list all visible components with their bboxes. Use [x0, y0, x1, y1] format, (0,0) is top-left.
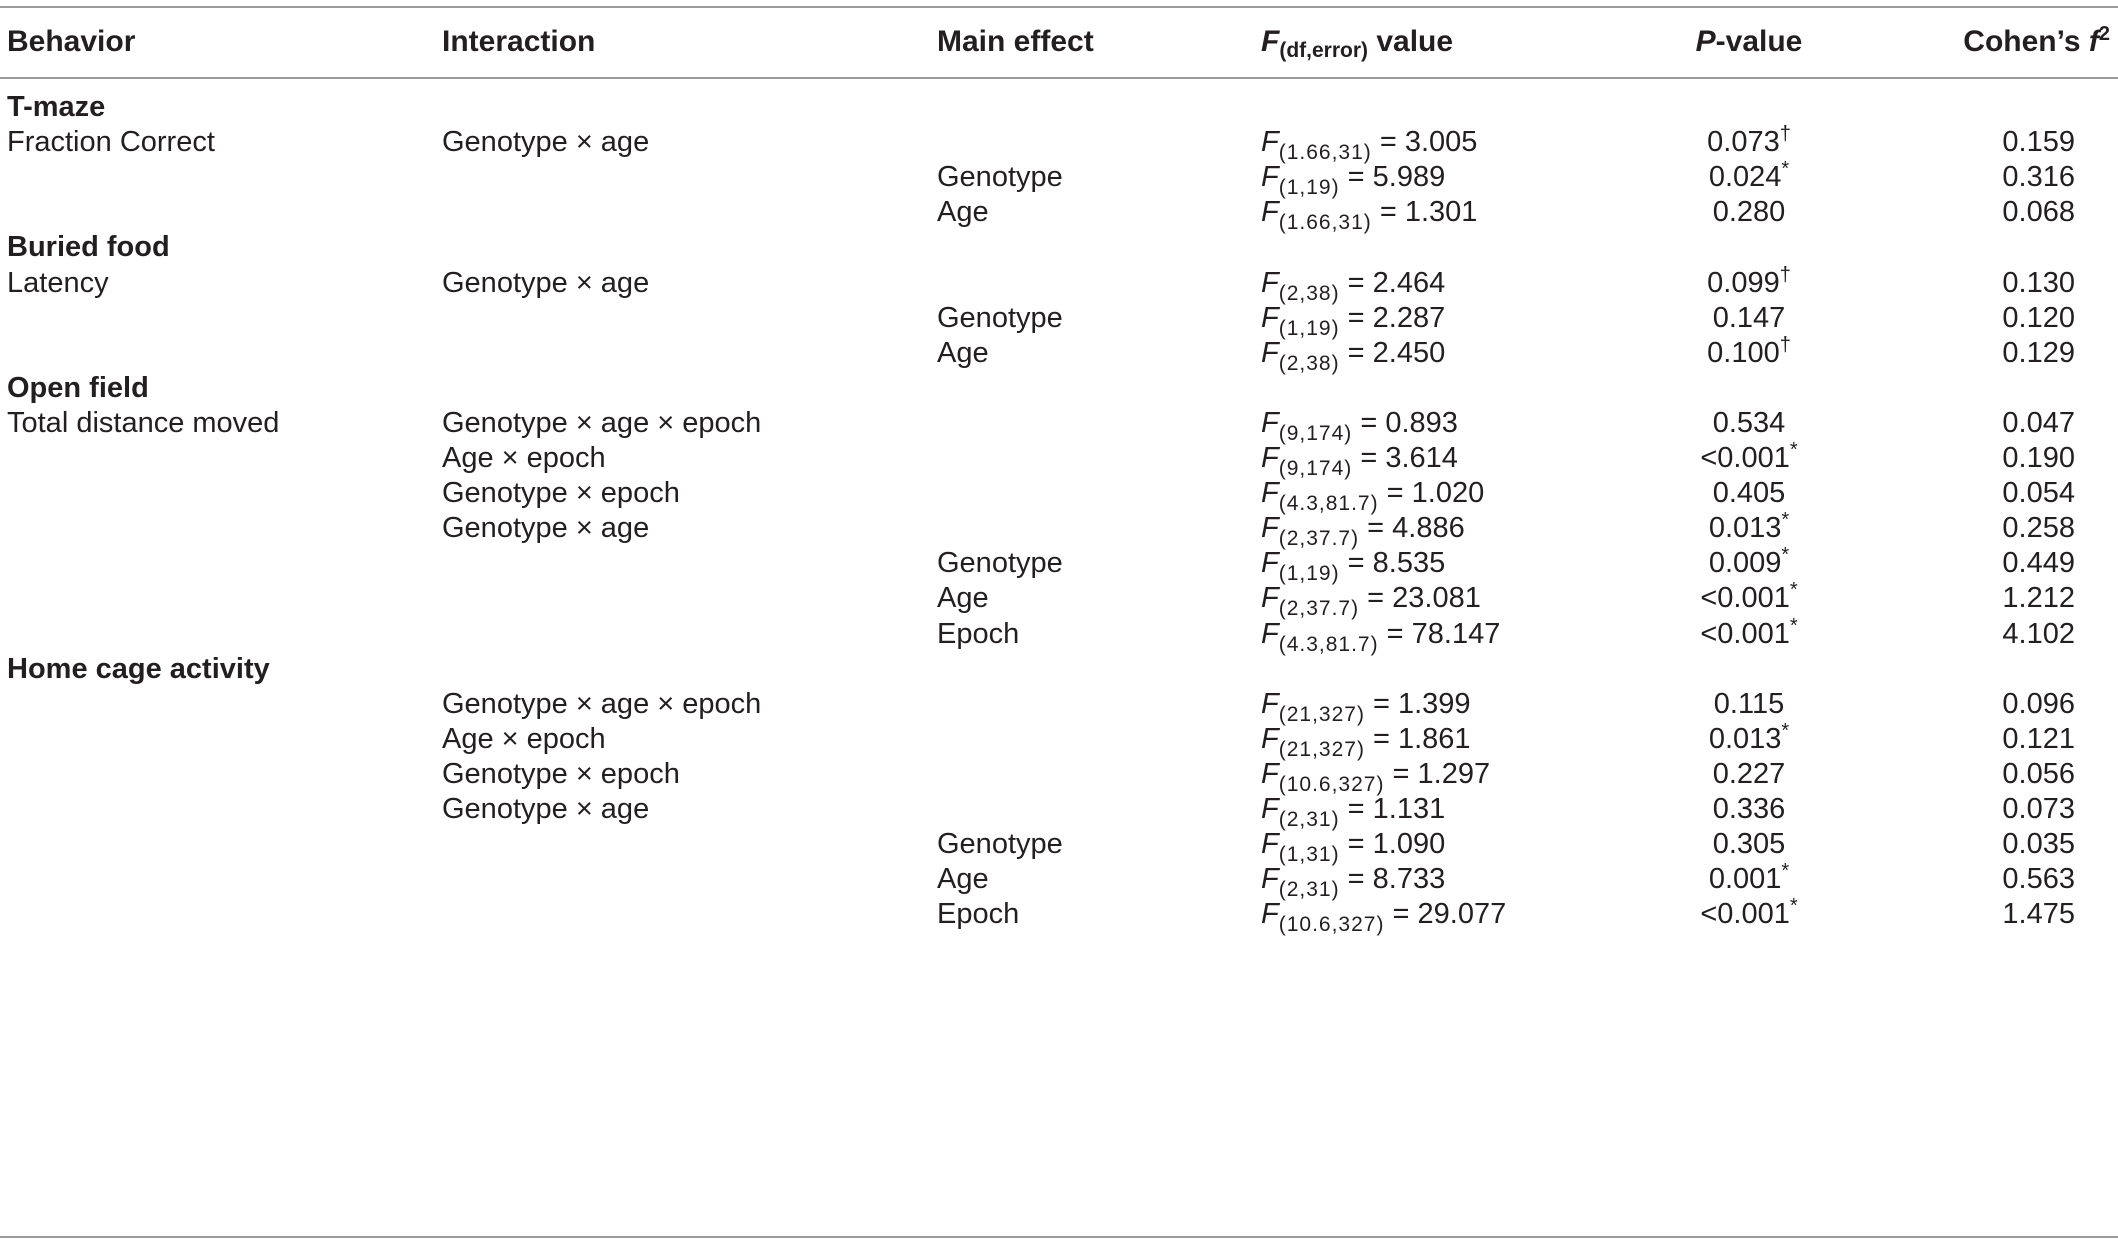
f-subscript: (1,19) [1278, 562, 1340, 586]
p-number: 0.009 [1708, 547, 1782, 580]
significance-mark: * [1781, 860, 1790, 883]
header-main-effect: Main effect [937, 25, 1094, 58]
p-number: 0.013 [1708, 512, 1782, 545]
f-subscript: (2,37.7) [1278, 527, 1360, 551]
f-number: = 2.450 [1339, 336, 1446, 369]
f-symbol: F [1261, 582, 1279, 615]
f-symbol: F [1261, 161, 1279, 194]
f-subscript: (1,19) [1278, 316, 1340, 340]
f-subscript: (10.6,327) [1278, 772, 1385, 796]
cohens-f2-cell: 4.102 [2002, 617, 2075, 650]
section-title: Open field [7, 371, 149, 404]
significance-mark: * [1789, 895, 1798, 918]
cohens-f2-cell: 0.068 [2002, 196, 2075, 229]
f-number: = 5.989 [1339, 161, 1446, 194]
p-number: 0.073 [1707, 126, 1780, 159]
cohens-f2-cell: 0.047 [2002, 406, 2075, 439]
significance-mark: * [1781, 719, 1790, 742]
interaction-cell: Age × epoch [442, 722, 606, 755]
header-f-subscript: (df,error) [1279, 39, 1368, 62]
f-symbol: F [1261, 512, 1279, 545]
cohens-f2-cell: 0.035 [2002, 828, 2075, 861]
table-row [0, 891, 2118, 938]
p-number: 0.147 [1712, 301, 1786, 334]
significance-mark: * [1789, 579, 1798, 602]
header-p-value [1626, 22, 1872, 62]
f-symbol: F [1261, 863, 1279, 896]
f-subscript: (4.3,81.7) [1278, 492, 1379, 516]
interaction-cell: Age × epoch [442, 442, 606, 474]
main-effect-cell: Age [937, 582, 989, 615]
p-number: 0.336 [1712, 793, 1786, 825]
f-subscript: (9,174) [1278, 421, 1353, 445]
cohens-f2-cell: 0.563 [2002, 863, 2075, 896]
cohens-f2-cell: 0.120 [2002, 301, 2075, 334]
f-subscript: (2,31) [1278, 878, 1340, 902]
significance-mark: † [1779, 263, 1791, 286]
significance-mark: * [1789, 439, 1798, 461]
f-number: = 23.081 [1359, 582, 1481, 615]
f-symbol: F [1261, 617, 1279, 650]
cohens-f2-cell: 0.258 [2002, 512, 2075, 545]
cohens-f2-cell: 0.190 [2002, 442, 2075, 474]
p-number: 0.115 [1713, 687, 1785, 720]
f-symbol: F [1261, 301, 1279, 334]
cohens-f2-cell: 1.475 [2002, 898, 2075, 931]
interaction-cell: Genotype × age [442, 126, 650, 159]
p-number: 0.227 [1712, 757, 1786, 790]
table-top-rule [0, 6, 2118, 8]
cohens-f2-cell: 1.212 [2002, 582, 2075, 615]
interaction-cell: Genotype × epoch [442, 757, 680, 790]
f-symbol: F [1261, 828, 1279, 861]
p-value-cell [1626, 891, 1872, 938]
main-effect-cell: Genotype [937, 301, 1063, 334]
f-subscript: (1.66,31) [1278, 211, 1372, 235]
f-subscript: (9,174) [1278, 457, 1353, 480]
f-symbol: F [1261, 442, 1279, 474]
cohens-f2-cell: 0.316 [2002, 161, 2075, 194]
p-number: 0.280 [1712, 196, 1786, 229]
main-effect-cell: Epoch [937, 617, 1020, 650]
cohens-f2-cell: 0.121 [2002, 722, 2075, 755]
cohens-f2-cell: 0.130 [2002, 266, 2075, 299]
table-bottom-rule [0, 1236, 2118, 1238]
header-f-suffix: value [1368, 25, 1454, 58]
f-subscript: (21,327) [1278, 702, 1365, 726]
header-cohen-prefix: Cohen’s [1963, 25, 2089, 58]
f-number: = 29.077 [1384, 898, 1507, 931]
f-subscript: (2,38) [1278, 281, 1340, 305]
header-f-symbol: F [1261, 25, 1280, 58]
f-subscript: (4.3,81.7) [1278, 632, 1379, 656]
f-symbol: F [1261, 757, 1279, 790]
p-number: <0.001 [1700, 442, 1790, 474]
f-number: = 8.733 [1339, 863, 1446, 896]
cohens-f2-cell: 0.096 [2002, 687, 2075, 720]
cohens-f2-cell: 0.054 [2002, 477, 2075, 510]
significance-mark: * [1781, 544, 1790, 567]
cohens-f2-cell: 0.159 [2002, 126, 2075, 159]
behavior-cell: Latency [7, 266, 109, 299]
f-symbol: F [1261, 477, 1279, 510]
significance-mark: † [1779, 333, 1791, 356]
header-interaction: Interaction [442, 25, 596, 58]
f-symbol: F [1261, 793, 1279, 825]
behavior-cell: Total distance moved [7, 406, 280, 439]
main-effect-cell: Age [937, 196, 989, 229]
p-number: 0.099 [1707, 266, 1780, 299]
f-number: = 8.535 [1339, 547, 1446, 580]
p-number: <0.001 [1700, 898, 1790, 931]
main-effect-cell: Epoch [937, 898, 1020, 931]
f-number: = 2.287 [1339, 301, 1446, 334]
f-number: = 1.301 [1371, 196, 1478, 229]
f-number: = 78.147 [1378, 617, 1501, 650]
f-number: = 0.893 [1352, 406, 1458, 439]
header-behavior: Behavior [7, 25, 136, 58]
significance-mark: * [1789, 614, 1798, 637]
header-cohen-f: f [2088, 25, 2099, 58]
f-subscript: (21,327) [1278, 737, 1365, 761]
interaction-cell: Genotype × epoch [442, 477, 680, 510]
interaction-cell: Genotype × age × epoch [442, 406, 762, 439]
p-number: 0.405 [1712, 477, 1786, 510]
f-number: = 1.297 [1384, 757, 1491, 790]
interaction-cell: Genotype × age × epoch [442, 687, 762, 720]
significance-mark: † [1779, 123, 1791, 146]
f-subscript: (1.66,31) [1278, 141, 1372, 165]
p-number: 0.013 [1708, 722, 1782, 755]
cohens-f2-cell: 0.449 [2002, 547, 2075, 580]
header-cohens-f2 [1870, 22, 2110, 62]
p-number: 0.534 [1712, 406, 1786, 439]
f-subscript: (1,31) [1278, 843, 1340, 867]
f-symbol: F [1261, 547, 1279, 580]
section-title: Home cage activity [7, 652, 270, 685]
main-effect-cell: Age [937, 336, 989, 369]
f-symbol: F [1261, 126, 1279, 159]
interaction-cell: Genotype × age [442, 266, 650, 299]
p-number: 0.305 [1712, 828, 1786, 861]
f-symbol: F [1261, 406, 1279, 439]
header-rule [0, 77, 2118, 79]
f-symbol: F [1261, 898, 1279, 931]
main-effect-cell: Age [937, 863, 989, 896]
f-number: = 4.886 [1359, 512, 1465, 545]
cohens-f2-cell: 0.056 [2002, 757, 2075, 790]
f-subscript: (2,31) [1278, 808, 1340, 831]
f-number: = 2.464 [1339, 266, 1446, 299]
f-number: = 1.020 [1378, 477, 1485, 510]
header-p-suffix: -value [1715, 25, 1803, 58]
f-symbol: F [1261, 266, 1279, 299]
f-value-cell [1261, 891, 1506, 938]
interaction-cell: Genotype × age [442, 793, 650, 825]
significance-mark: * [1781, 158, 1790, 181]
cohens-f2-cell: 0.073 [2002, 793, 2075, 825]
f-subscript: (2,38) [1278, 351, 1340, 375]
section-title: T-maze [7, 91, 106, 123]
header-cohen-sup: 2 [2098, 23, 2110, 45]
main-effect-cell: Genotype [937, 828, 1063, 861]
f-number: = 1.399 [1364, 687, 1471, 720]
f-symbol: F [1261, 336, 1279, 369]
header-p-symbol: P [1695, 25, 1716, 58]
f-number: = 1.131 [1339, 793, 1446, 825]
main-effect-cell: Genotype [937, 547, 1063, 580]
f-symbol: F [1261, 722, 1279, 755]
f-subscript: (2,37.7) [1278, 597, 1360, 621]
f-symbol: F [1261, 196, 1279, 229]
f-subscript: (1,19) [1278, 176, 1340, 200]
p-number: <0.001 [1700, 617, 1790, 650]
p-number: <0.001 [1700, 582, 1790, 615]
p-number: 0.001 [1708, 863, 1782, 896]
interaction-cell: Genotype × age [442, 512, 650, 545]
significance-mark: * [1781, 509, 1790, 532]
f-symbol: F [1261, 687, 1279, 720]
behavior-cell: Fraction Correct [7, 126, 215, 159]
main-effect-cell: Genotype [937, 161, 1063, 194]
cohens-f2-cell: 0.129 [2002, 336, 2075, 369]
f-number: = 1.090 [1339, 828, 1446, 861]
p-number: 0.024 [1708, 161, 1782, 194]
f-number: = 3.005 [1371, 126, 1478, 159]
section-title: Buried food [7, 231, 170, 264]
f-subscript: (10.6,327) [1278, 913, 1385, 937]
f-number: = 1.861 [1364, 722, 1471, 755]
f-number: = 3.614 [1352, 442, 1458, 474]
p-number: 0.100 [1707, 336, 1780, 369]
header-f-value [1261, 22, 1453, 62]
